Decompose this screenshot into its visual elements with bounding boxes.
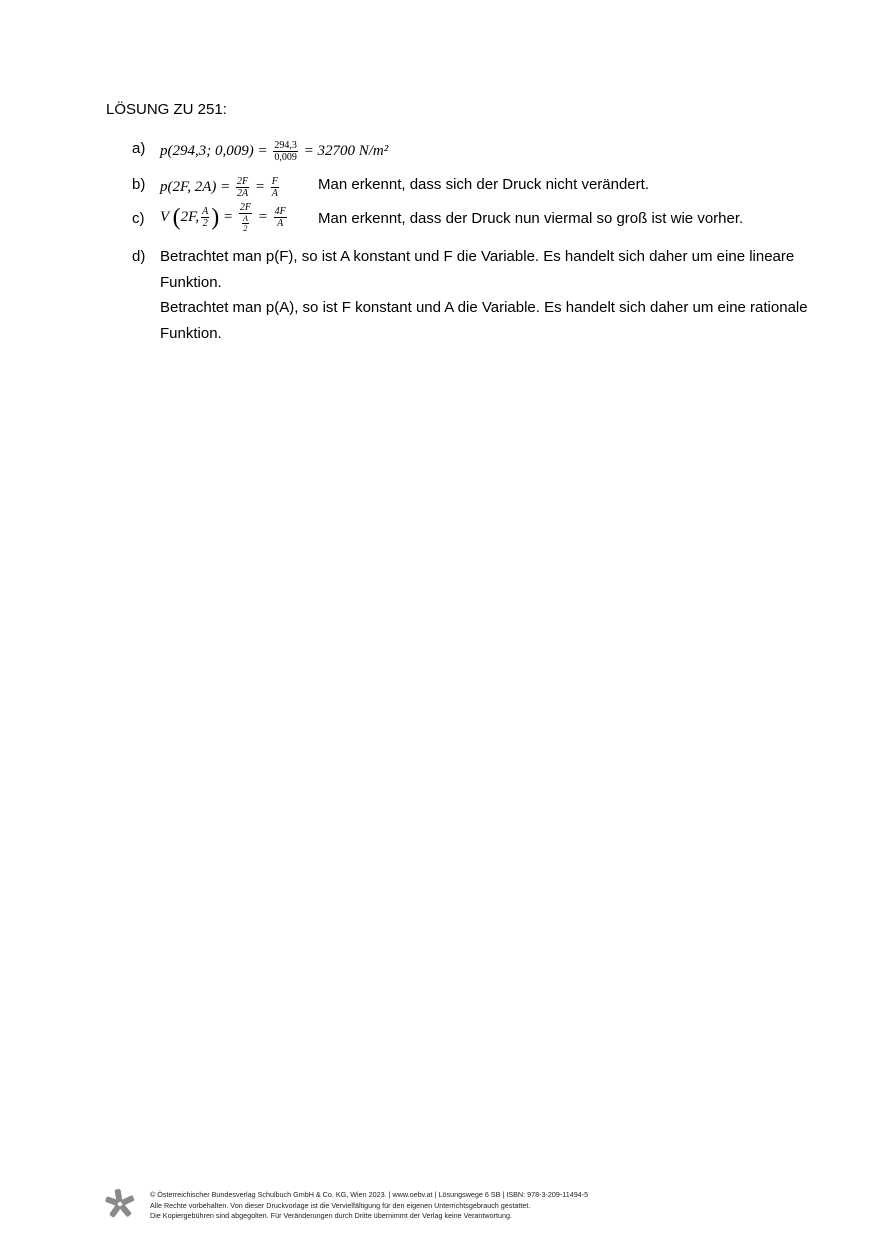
note-b: Man erkennt, dass sich der Druck nicht verändert. — [318, 176, 649, 193]
footer-line: © Österreichischer Bundesverlag Schulbuch GmbH & Co. KG, Wien 2023. | www.oebv.at | Lösungswege 6 SB | ISBN: 978-3-209-11494-5 — [150, 1190, 589, 1199]
note-c: Man erkennt, dass der Druck nun viermal so groß ist wie vorher. — [318, 210, 744, 227]
fraction: $\frac{294,3}{0,009}$ — [274, 140, 297, 163]
page-title: LÖSUNG ZU 251: — [106, 101, 227, 118]
copyright-footer — [150, 1190, 588, 1222]
formula-c: V (2F, $\frac{A}{2}$ ) = $\frac{2F}{\frac{A}{2}}$ = $\frac{4F}{A}$ — [160, 202, 286, 233]
inner-fraction: $\frac{A}{2}$ — [242, 214, 248, 233]
footer-line: Alle Rechte vorbehalten. Von dieser Druckvorlage ist die Vervielfältigung für den eigenen Unterrichtsgebrauch gestattet. — [150, 1200, 531, 1210]
explanation-d — [160, 244, 820, 346]
item-label: c) — [132, 210, 145, 227]
footer-line: Die Kopiergebühren sind abgegolten. Für Veränderungen durch Dritte übernimmt der Verlag keine Verantwortung. — [150, 1211, 512, 1220]
paragraph: Betrachtet man p(A), so ist F konstant und A die Variable. Es handelt sich daher um eine rationale Funktion. — [160, 299, 808, 342]
item-label: a) — [132, 140, 146, 157]
formula-a: p(294,3; 0,009) = $\frac{294,3}{0,009}$ = 32700 N/m² — [160, 140, 389, 163]
item-label: d) — [132, 248, 146, 265]
fraction: $\frac{F}{A}$ — [271, 176, 278, 199]
paragraph: Betrachtet man p(F), so ist A konstant und F die Variable. Es handelt sich daher um eine lineare Funktion. — [160, 248, 795, 291]
publisher-asterisk-logo-icon — [104, 1188, 136, 1220]
compound-fraction: $\frac{2F}{\frac{A}{2}}$ — [239, 202, 251, 233]
fraction: $\frac{A}{2}$ — [202, 206, 209, 229]
formula-b: p(2F, 2A) = $\frac{2F}{2A}$ = $\frac{F}{A}$ — [160, 176, 278, 199]
item-label: b) — [132, 176, 146, 193]
fraction: $\frac{4F}{A}$ — [274, 206, 286, 229]
fraction: $\frac{2F}{2A}$ — [237, 176, 249, 199]
